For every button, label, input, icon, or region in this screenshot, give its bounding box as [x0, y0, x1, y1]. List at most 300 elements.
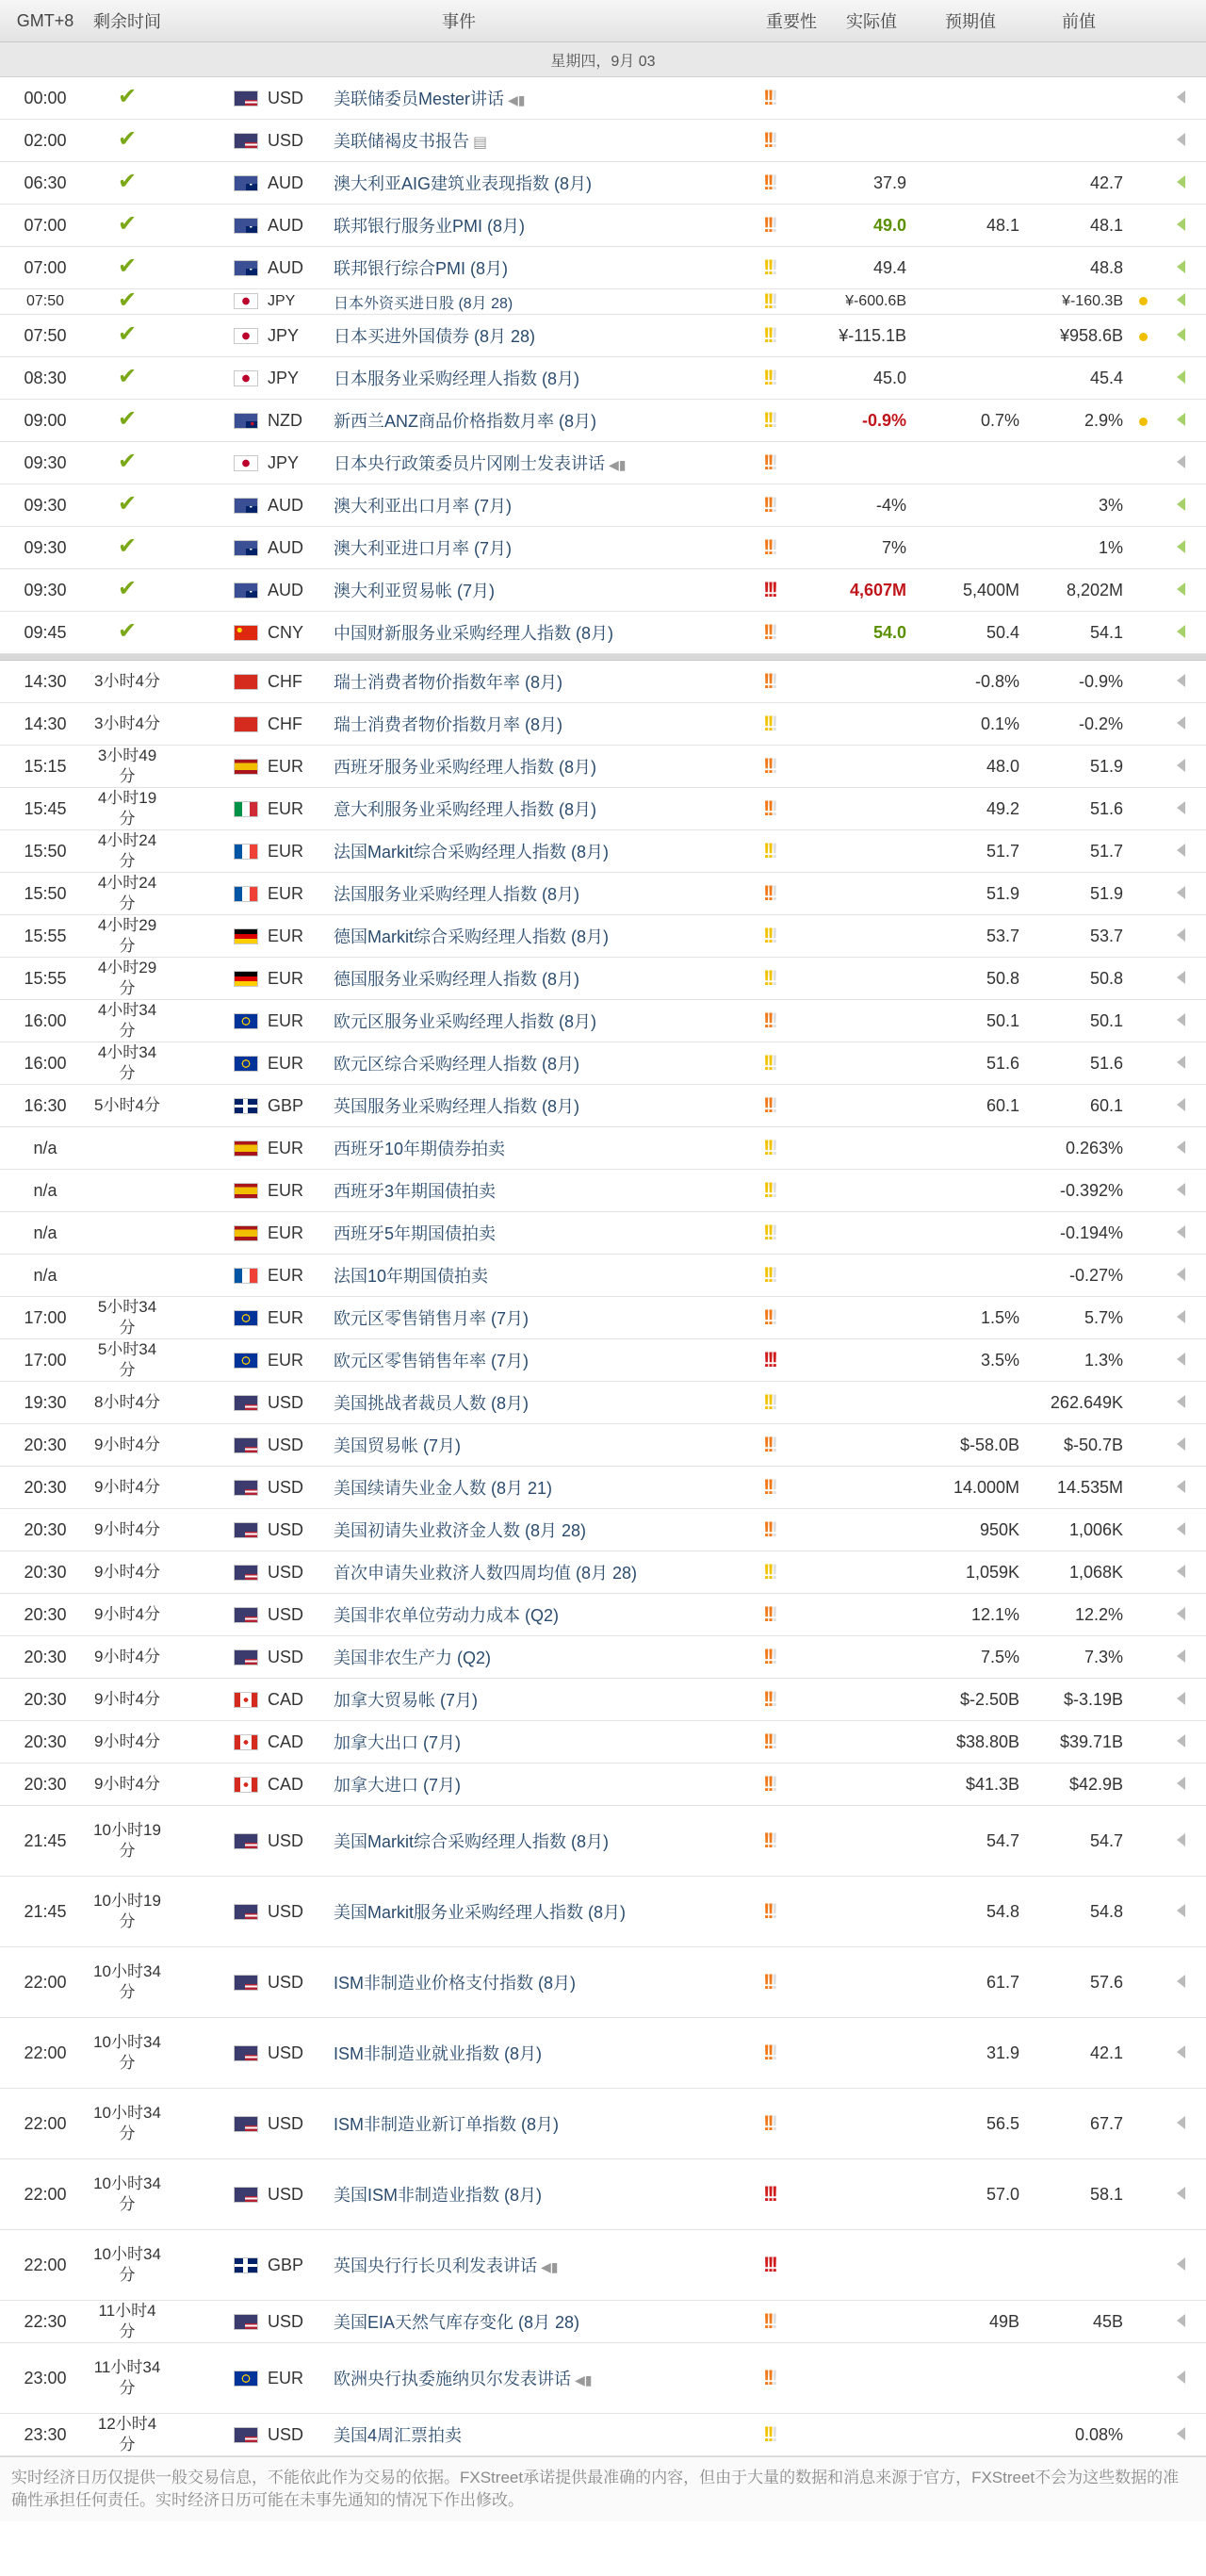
- expand-arrow-icon[interactable]: [1177, 1140, 1185, 1154]
- expand-cell[interactable]: [1155, 289, 1206, 315]
- checkmark-icon: ✔: [117, 126, 138, 152]
- expand-cell[interactable]: [1155, 2414, 1206, 2456]
- event-name[interactable]: [334, 2018, 754, 2089]
- event-link[interactable]: 日本买进外国债券 (8月 28): [334, 327, 536, 346]
- expand-arrow-icon[interactable]: [1177, 1904, 1185, 1917]
- expand-arrow-icon[interactable]: [1177, 1480, 1185, 1493]
- event-link[interactable]: 意大利服务业采购经理人指数 (8月): [334, 800, 596, 819]
- event-link[interactable]: 日本服务业采购经理人指数 (8月): [334, 369, 579, 388]
- expand-arrow-icon[interactable]: [1177, 1649, 1185, 1663]
- expand-arrow-icon[interactable]: [1177, 90, 1185, 104]
- expand-arrow-icon[interactable]: [1177, 1013, 1185, 1026]
- country-flag-cell: [164, 2301, 268, 2343]
- event-link[interactable]: 欧元区服务业采购经理人指数 (8月): [334, 1012, 596, 1031]
- event-link[interactable]: 西班牙5年期国债拍卖: [334, 1224, 497, 1243]
- event-name[interactable]: [334, 703, 754, 746]
- expand-cell[interactable]: [1155, 830, 1206, 873]
- expand-arrow-icon[interactable]: [1177, 1522, 1185, 1535]
- expand-arrow-icon[interactable]: [1177, 716, 1185, 730]
- event-link[interactable]: 中国财新服务业采购经理人指数 (8月): [334, 624, 613, 643]
- event-link[interactable]: 西班牙服务业采购经理人指数 (8月): [334, 758, 596, 777]
- event-row[interactable]: [0, 1947, 1206, 2018]
- event-link[interactable]: 德国Markit综合采购经理人指数 (8月): [334, 927, 609, 946]
- event-row[interactable]: [0, 2301, 1206, 2343]
- expand-arrow-icon[interactable]: [1177, 625, 1185, 638]
- event-link[interactable]: 加拿大贸易帐 (7月): [334, 1691, 478, 1710]
- event-link[interactable]: 欧元区零售销售年率 (7月): [334, 1352, 529, 1370]
- event-name[interactable]: [334, 289, 754, 315]
- expand-arrow-icon[interactable]: [1177, 801, 1185, 814]
- event-link[interactable]: ISM非制造业价格支付指数 (8月): [334, 1974, 576, 1993]
- expand-arrow-icon[interactable]: [1177, 2187, 1185, 2200]
- expand-arrow-icon[interactable]: [1177, 413, 1185, 426]
- event-row[interactable]: [0, 1679, 1206, 1721]
- event-row[interactable]: [0, 569, 1206, 612]
- expand-arrow-icon[interactable]: [1177, 1098, 1185, 1111]
- expand-arrow-icon[interactable]: [1177, 971, 1185, 984]
- expand-cell[interactable]: [1155, 1947, 1206, 2018]
- expand-arrow-icon[interactable]: [1177, 2045, 1185, 2059]
- event-row[interactable]: [0, 247, 1206, 289]
- expand-cell[interactable]: [1155, 915, 1206, 958]
- expand-arrow-icon[interactable]: [1177, 1268, 1185, 1281]
- event-link[interactable]: 澳大利亚出口月率 (7月): [334, 497, 512, 516]
- expand-cell[interactable]: [1155, 1212, 1206, 1255]
- expand-arrow-icon[interactable]: [1177, 1607, 1185, 1620]
- expand-arrow-icon[interactable]: [1177, 1833, 1185, 1846]
- expand-cell[interactable]: [1155, 788, 1206, 830]
- expand-arrow-icon[interactable]: [1177, 1310, 1185, 1323]
- event-link[interactable]: 首次申请失业救济人数四周均值 (8月 28): [334, 1564, 638, 1583]
- event-row[interactable]: [0, 746, 1206, 788]
- event-row[interactable]: [0, 162, 1206, 205]
- event-row[interactable]: [0, 442, 1206, 484]
- event-name[interactable]: [334, 1764, 754, 1806]
- previous-value: $39.71B: [1027, 1721, 1131, 1764]
- event-link[interactable]: 美国续请失业金人数 (8月 21): [334, 1479, 553, 1498]
- expand-arrow-icon[interactable]: [1177, 1777, 1185, 1790]
- event-name[interactable]: [334, 612, 754, 654]
- expand-cell[interactable]: [1155, 1042, 1206, 1085]
- event-name[interactable]: [334, 1042, 754, 1085]
- event-link[interactable]: 美国非农单位劳动力成本 (Q2): [334, 1606, 559, 1625]
- event-row[interactable]: [0, 1127, 1206, 1170]
- event-link[interactable]: 联邦银行综合PMI (8月): [334, 259, 509, 278]
- event-link[interactable]: 新西兰ANZ商品价格指数月率 (8月): [334, 412, 596, 431]
- event-row[interactable]: [0, 1551, 1206, 1594]
- expand-cell[interactable]: [1155, 1255, 1206, 1297]
- expand-cell[interactable]: [1155, 661, 1206, 703]
- event-link[interactable]: 欧洲央行执委施纳贝尔发表讲话: [334, 2370, 571, 2388]
- event-name[interactable]: [334, 2230, 754, 2301]
- event-row[interactable]: [0, 703, 1206, 746]
- event-name[interactable]: [334, 1551, 754, 1594]
- event-time: 09:00: [0, 400, 90, 442]
- expand-cell[interactable]: [1155, 1127, 1206, 1170]
- importance-icon: !!!: [763, 1518, 775, 1541]
- expand-arrow-icon[interactable]: [1177, 759, 1185, 772]
- expand-arrow-icon[interactable]: [1177, 2116, 1185, 2129]
- expand-arrow-icon[interactable]: [1177, 2371, 1185, 2384]
- expand-cell[interactable]: [1155, 247, 1206, 289]
- event-name[interactable]: [334, 1212, 754, 1255]
- event-name[interactable]: [334, 1679, 754, 1721]
- time-remaining: [90, 1212, 164, 1255]
- event-link[interactable]: 澳大利亚贸易帐 (7月): [334, 582, 495, 600]
- expand-cell[interactable]: [1155, 1382, 1206, 1424]
- expand-cell[interactable]: [1155, 703, 1206, 746]
- expand-cell[interactable]: [1155, 958, 1206, 1000]
- expand-arrow-icon[interactable]: [1177, 1395, 1185, 1408]
- expand-arrow-icon[interactable]: [1177, 928, 1185, 942]
- event-name[interactable]: [334, 2089, 754, 2159]
- expand-cell[interactable]: [1155, 612, 1206, 654]
- expand-cell[interactable]: [1155, 162, 1206, 205]
- event-name[interactable]: [334, 1594, 754, 1636]
- event-name[interactable]: [334, 2159, 754, 2230]
- expand-arrow-icon[interactable]: [1177, 1565, 1185, 1578]
- expand-arrow-icon[interactable]: [1177, 133, 1185, 146]
- expand-arrow-icon[interactable]: [1177, 260, 1185, 273]
- event-name[interactable]: [334, 484, 754, 527]
- event-name[interactable]: [334, 527, 754, 569]
- event-row[interactable]: [0, 1382, 1206, 1424]
- header-gmt[interactable]: GMT+8: [0, 0, 90, 42]
- expand-cell[interactable]: [1155, 442, 1206, 484]
- event-link[interactable]: 西班牙10年期债券拍卖: [334, 1140, 506, 1158]
- expand-cell[interactable]: [1155, 315, 1206, 357]
- event-name[interactable]: [334, 2301, 754, 2343]
- expand-arrow-icon[interactable]: [1177, 1734, 1185, 1747]
- expand-arrow-icon[interactable]: [1177, 540, 1185, 553]
- expand-arrow-icon[interactable]: [1177, 1183, 1185, 1196]
- event-name[interactable]: [334, 1297, 754, 1339]
- event-row[interactable]: [0, 2414, 1206, 2456]
- event-row[interactable]: [0, 1636, 1206, 1679]
- event-row[interactable]: [0, 1806, 1206, 1877]
- event-row[interactable]: [0, 1877, 1206, 1947]
- event-name[interactable]: [334, 958, 754, 1000]
- time-remaining: [90, 357, 164, 400]
- event-row[interactable]: [0, 357, 1206, 400]
- event-row[interactable]: [0, 958, 1206, 1000]
- importance: [754, 1085, 829, 1127]
- expand-arrow-icon[interactable]: [1177, 2257, 1185, 2271]
- event-name[interactable]: [334, 357, 754, 400]
- event-row[interactable]: [0, 484, 1206, 527]
- importance: [754, 612, 829, 654]
- us-flag-icon: [234, 1395, 258, 1411]
- importance: [754, 1551, 829, 1594]
- event-row[interactable]: [0, 1509, 1206, 1551]
- currency: USD: [268, 1551, 334, 1594]
- event-name[interactable]: [334, 205, 754, 247]
- event-row[interactable]: [0, 2018, 1206, 2089]
- event-row[interactable]: [0, 1042, 1206, 1085]
- revision-dot-cell: [1131, 569, 1155, 612]
- event-name[interactable]: [334, 788, 754, 830]
- expand-arrow-icon[interactable]: [1177, 1056, 1185, 1069]
- event-link[interactable]: 法国服务业采购经理人指数 (8月): [334, 885, 579, 904]
- time-remaining: 9小时4分: [90, 1594, 164, 1636]
- event-link[interactable]: 美国挑战者裁员人数 (8月): [334, 1394, 529, 1413]
- expand-cell[interactable]: [1155, 1721, 1206, 1764]
- event-row[interactable]: [0, 315, 1206, 357]
- event-name[interactable]: [334, 1947, 754, 2018]
- expand-arrow-icon[interactable]: [1177, 886, 1185, 899]
- expand-cell[interactable]: [1155, 1170, 1206, 1212]
- expand-arrow-icon[interactable]: [1177, 2427, 1185, 2440]
- forecast-value: [914, 1170, 1027, 1212]
- expand-cell[interactable]: [1155, 2018, 1206, 2089]
- country-flag-cell: [164, 1721, 268, 1764]
- forecast-value: [914, 77, 1027, 120]
- time-remaining: [90, 205, 164, 247]
- event-name[interactable]: [334, 162, 754, 205]
- event-link[interactable]: 法国10年期国债拍卖: [334, 1267, 489, 1286]
- expand-cell[interactable]: [1155, 746, 1206, 788]
- currency: NZD: [268, 400, 334, 442]
- event-name[interactable]: [334, 1000, 754, 1042]
- event-row[interactable]: [0, 1212, 1206, 1255]
- importance-icon: !!!: [763, 1348, 775, 1371]
- event-row[interactable]: [0, 2343, 1206, 2414]
- event-link[interactable]: 澳大利亚AIG建筑业表现指数 (8月): [334, 174, 593, 193]
- event-row[interactable]: [0, 1424, 1206, 1467]
- expand-arrow-icon[interactable]: [1177, 2314, 1185, 2327]
- expand-cell[interactable]: [1155, 1636, 1206, 1679]
- event-link[interactable]: 欧元区综合采购经理人指数 (8月): [334, 1055, 579, 1074]
- expand-cell[interactable]: [1155, 2343, 1206, 2414]
- event-name[interactable]: [334, 1255, 754, 1297]
- expand-arrow-icon[interactable]: [1177, 1225, 1185, 1239]
- previous-value: 2.9%: [1027, 400, 1131, 442]
- event-name[interactable]: [334, 1170, 754, 1212]
- expand-arrow-icon[interactable]: [1177, 1975, 1185, 1988]
- event-name[interactable]: [334, 746, 754, 788]
- importance: [754, 1255, 829, 1297]
- event-name[interactable]: [334, 1424, 754, 1467]
- expand-arrow-icon[interactable]: [1177, 498, 1185, 511]
- event-link[interactable]: 瑞士消费者物价指数月率 (8月): [334, 715, 562, 734]
- expand-cell[interactable]: [1155, 2089, 1206, 2159]
- expand-arrow-icon[interactable]: [1177, 455, 1185, 468]
- event-link[interactable]: 美国ISM非制造业指数 (8月): [334, 2186, 543, 2205]
- event-link[interactable]: 澳大利亚进口月率 (7月): [334, 539, 512, 558]
- expand-arrow-icon[interactable]: [1177, 844, 1185, 857]
- actual-value: [829, 1255, 914, 1297]
- event-name[interactable]: [334, 120, 754, 162]
- event-link[interactable]: 加拿大出口 (7月): [334, 1733, 461, 1752]
- event-name[interactable]: [334, 1339, 754, 1382]
- expand-cell[interactable]: [1155, 873, 1206, 915]
- expand-cell[interactable]: [1155, 400, 1206, 442]
- event-row[interactable]: [0, 1297, 1206, 1339]
- event-name[interactable]: [334, 1127, 754, 1170]
- expand-cell[interactable]: [1155, 1339, 1206, 1382]
- event-link[interactable]: 美国贸易帐 (7月): [334, 1436, 461, 1455]
- time-remaining: 10小时34分: [90, 2089, 164, 2159]
- importance-icon: !!!: [763, 1970, 775, 1994]
- expand-cell[interactable]: [1155, 1806, 1206, 1877]
- event-name[interactable]: [334, 77, 754, 120]
- event-name[interactable]: [334, 400, 754, 442]
- event-link[interactable]: 美国非农生产力 (Q2): [334, 1649, 492, 1667]
- event-link[interactable]: 美国初请失业救济金人数 (8月 28): [334, 1521, 587, 1540]
- event-link[interactable]: ISM非制造业新订单指数 (8月): [334, 2115, 559, 2134]
- event-row[interactable]: [0, 873, 1206, 915]
- actual-value: [829, 1877, 914, 1947]
- expand-cell[interactable]: [1155, 1085, 1206, 1127]
- event-name[interactable]: [334, 1806, 754, 1877]
- expand-cell[interactable]: [1155, 1467, 1206, 1509]
- event-name[interactable]: [334, 2343, 754, 2414]
- event-row[interactable]: [0, 120, 1206, 162]
- event-link[interactable]: 加拿大进口 (7月): [334, 1776, 461, 1795]
- event-name[interactable]: [334, 1721, 754, 1764]
- event-row[interactable]: [0, 400, 1206, 442]
- expand-arrow-icon[interactable]: [1177, 1353, 1185, 1366]
- expand-arrow-icon[interactable]: [1177, 1437, 1185, 1451]
- event-row[interactable]: [0, 527, 1206, 569]
- event-row[interactable]: [0, 830, 1206, 873]
- expand-arrow-icon[interactable]: [1177, 1692, 1185, 1705]
- expand-arrow-icon[interactable]: [1177, 218, 1185, 231]
- expand-cell[interactable]: [1155, 1297, 1206, 1339]
- event-name[interactable]: [334, 1509, 754, 1551]
- event-row[interactable]: [0, 289, 1206, 315]
- event-link[interactable]: 日本外资买进日股 (8月 28): [334, 295, 513, 312]
- expand-cell[interactable]: [1155, 1000, 1206, 1042]
- event-row[interactable]: [0, 1000, 1206, 1042]
- event-row[interactable]: [0, 1170, 1206, 1212]
- forecast-value: 53.7: [914, 915, 1027, 958]
- importance-icon: !!!: [763, 1730, 775, 1753]
- time-remaining: [90, 120, 164, 162]
- checkmark-icon: ✔: [117, 84, 138, 109]
- event-name[interactable]: [334, 442, 754, 484]
- event-name[interactable]: [334, 1877, 754, 1947]
- event-link[interactable]: 瑞士消费者物价指数年率 (8月): [334, 673, 562, 692]
- event-link[interactable]: 英国央行行长贝利发表讲话: [334, 2256, 537, 2275]
- expand-arrow-icon[interactable]: [1177, 293, 1185, 306]
- event-link[interactable]: 美联储褐皮书报告: [334, 132, 469, 151]
- event-row[interactable]: [0, 788, 1206, 830]
- event-row[interactable]: [0, 1339, 1206, 1382]
- event-row[interactable]: [0, 612, 1206, 654]
- event-link[interactable]: 英国服务业采购经理人指数 (8月): [334, 1097, 579, 1116]
- event-name[interactable]: [334, 2414, 754, 2456]
- country-flag-cell: [164, 205, 268, 247]
- expand-arrow-icon[interactable]: [1177, 370, 1185, 384]
- event-link[interactable]: 欧元区零售销售月率 (7月): [334, 1309, 529, 1328]
- china-flag-icon: [234, 625, 258, 641]
- expand-arrow-icon[interactable]: [1177, 582, 1185, 596]
- expand-cell[interactable]: [1155, 1594, 1206, 1636]
- country-flag-cell: [164, 873, 268, 915]
- country-flag-cell: [164, 2089, 268, 2159]
- event-link[interactable]: 美国4周汇票拍卖: [334, 2426, 463, 2445]
- expand-cell[interactable]: [1155, 357, 1206, 400]
- currency: USD: [268, 2414, 334, 2456]
- event-name[interactable]: [334, 915, 754, 958]
- expand-cell[interactable]: [1155, 1424, 1206, 1467]
- expand-cell[interactable]: [1155, 120, 1206, 162]
- expand-cell[interactable]: [1155, 1679, 1206, 1721]
- event-row[interactable]: [0, 2230, 1206, 2301]
- event-row[interactable]: [0, 205, 1206, 247]
- expand-cell[interactable]: [1155, 569, 1206, 612]
- event-row[interactable]: [0, 1467, 1206, 1509]
- expand-cell[interactable]: [1155, 2230, 1206, 2301]
- event-link[interactable]: 西班牙3年期国债拍卖: [334, 1182, 497, 1201]
- revision-dot-cell: [1131, 2089, 1155, 2159]
- time-remaining: 3小时4分: [90, 703, 164, 746]
- event-link[interactable]: 日本央行政策委员片冈刚士发表讲话: [334, 454, 605, 473]
- event-row[interactable]: [0, 1255, 1206, 1297]
- event-link[interactable]: 德国服务业采购经理人指数 (8月): [334, 970, 579, 989]
- event-row[interactable]: [0, 661, 1206, 703]
- event-link[interactable]: 联邦银行服务业PMI (8月): [334, 217, 526, 236]
- expand-cell[interactable]: [1155, 2301, 1206, 2343]
- expand-arrow-icon[interactable]: [1177, 175, 1185, 189]
- event-row[interactable]: [0, 1594, 1206, 1636]
- event-row[interactable]: [0, 1764, 1206, 1806]
- event-row[interactable]: [0, 2089, 1206, 2159]
- event-name[interactable]: [334, 247, 754, 289]
- event-link[interactable]: 美国Markit服务业采购经理人指数 (8月): [334, 1903, 626, 1922]
- expand-cell[interactable]: [1155, 205, 1206, 247]
- expand-cell[interactable]: [1155, 2159, 1206, 2230]
- currency: EUR: [268, 1297, 334, 1339]
- event-name[interactable]: [334, 569, 754, 612]
- expand-cell[interactable]: [1155, 1877, 1206, 1947]
- time-remaining: [90, 1255, 164, 1297]
- event-link[interactable]: 法国Markit综合采购经理人指数 (8月): [334, 843, 609, 861]
- expand-arrow-icon[interactable]: [1177, 328, 1185, 341]
- event-link[interactable]: ISM非制造业就业指数 (8月): [334, 2044, 543, 2063]
- time-remaining: 9小时4分: [90, 1509, 164, 1551]
- event-row[interactable]: [0, 77, 1206, 120]
- event-row[interactable]: [0, 915, 1206, 958]
- event-name[interactable]: [334, 830, 754, 873]
- expand-cell[interactable]: [1155, 1551, 1206, 1594]
- event-link[interactable]: 美国Markit综合采购经理人指数 (8月): [334, 1832, 609, 1851]
- expand-arrow-icon[interactable]: [1177, 674, 1185, 687]
- event-name[interactable]: [334, 315, 754, 357]
- event-name[interactable]: [334, 661, 754, 703]
- event-name[interactable]: [334, 1467, 754, 1509]
- event-row[interactable]: [0, 1721, 1206, 1764]
- event-time: 20:30: [0, 1551, 90, 1594]
- event-name[interactable]: [334, 1382, 754, 1424]
- event-name[interactable]: [334, 1636, 754, 1679]
- forecast-value: 54.8: [914, 1877, 1027, 1947]
- event-link[interactable]: 美国EIA天然气库存变化 (8月 28): [334, 2313, 580, 2332]
- expand-cell[interactable]: [1155, 527, 1206, 569]
- expand-cell[interactable]: [1155, 484, 1206, 527]
- event-name[interactable]: [334, 873, 754, 915]
- expand-cell[interactable]: [1155, 1764, 1206, 1806]
- expand-cell[interactable]: [1155, 1509, 1206, 1551]
- currency: GBP: [268, 2230, 334, 2301]
- previous-value: 54.7: [1027, 1806, 1131, 1877]
- event-row[interactable]: [0, 1085, 1206, 1127]
- expand-cell[interactable]: [1155, 77, 1206, 120]
- event-row[interactable]: [0, 2159, 1206, 2230]
- event-link[interactable]: 美联储委员Mester讲话: [334, 90, 505, 108]
- event-name[interactable]: [334, 1085, 754, 1127]
